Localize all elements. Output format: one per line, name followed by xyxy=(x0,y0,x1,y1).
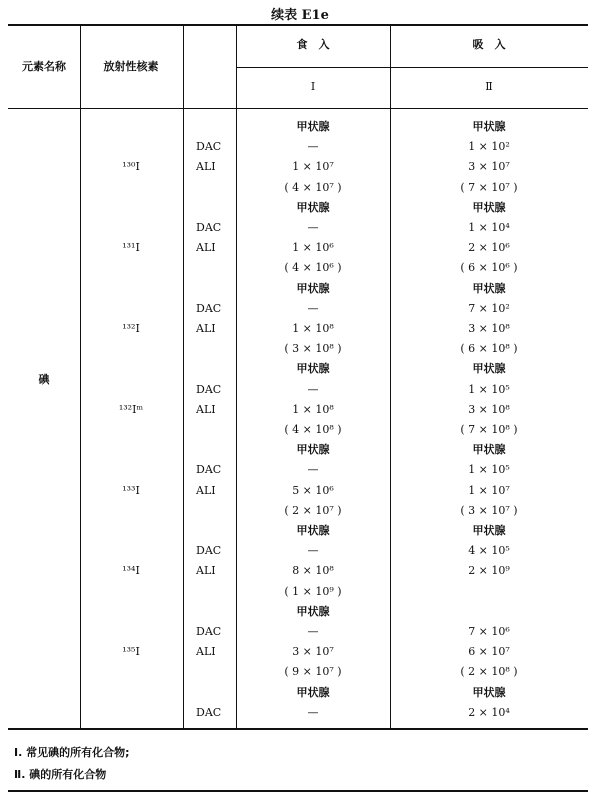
inhalation-cell: 2 × 10⁶ xyxy=(468,241,510,255)
row-label-ali: ALI xyxy=(196,645,216,659)
page-bottom-rule xyxy=(8,790,588,792)
ingestion-cell: 3 × 10⁷ xyxy=(292,645,334,659)
inhalation-cell: ( 2 × 10⁸ ) xyxy=(460,665,518,679)
row-label-ali: ALI xyxy=(196,322,216,335)
inhalation-cell: 甲状腺 xyxy=(472,524,506,537)
col-divider-4 xyxy=(390,26,391,728)
header-ingestion: 食 入 xyxy=(296,38,330,51)
nuclide-label: ¹³³I xyxy=(122,483,140,497)
table-bottom-rule xyxy=(8,728,588,730)
inhalation-cell: 2 × 10⁹ xyxy=(468,564,510,578)
inhalation-cell: 3 × 10⁸ xyxy=(468,322,510,335)
ingestion-cell: ( 9 × 10⁷ ) xyxy=(284,665,342,679)
ingestion-cell: 甲状腺 xyxy=(296,200,330,214)
header-nuclide: 放射性核素 xyxy=(103,60,159,73)
row-label-ali: ALI xyxy=(196,402,216,416)
row-label-ali: ALI xyxy=(196,564,216,578)
header-element-name: 元素名称 xyxy=(22,60,66,73)
ingestion-cell: 甲状腺 xyxy=(296,604,330,618)
inhalation-cell: ( 3 × 10⁷ ) xyxy=(460,503,518,517)
nuclide-label: ¹³¹I xyxy=(122,241,140,255)
inhalation-cell: 甲状腺 xyxy=(472,443,506,457)
col-divider-3 xyxy=(236,26,237,728)
row-label-dac: DAC xyxy=(196,544,222,558)
ingestion-cell: — xyxy=(307,140,319,154)
inhalation-cell: 2 × 10⁴ xyxy=(468,705,510,719)
ingestion-cell: — xyxy=(307,463,319,477)
inhalation-cell: 1 × 10⁴ xyxy=(468,221,510,234)
nuclide-label: ¹³⁴I xyxy=(122,564,140,578)
row-label-dac: DAC xyxy=(196,301,222,315)
inhalation-cell: ( 7 × 10⁷ ) xyxy=(460,180,518,194)
table-caption: 续表 E1e xyxy=(271,8,329,23)
inhalation-cell: ( 7 × 10⁸ ) xyxy=(460,423,518,436)
inhalation-cell: 1 × 10⁷ xyxy=(468,483,510,497)
ingestion-cell: 甲状腺 xyxy=(296,281,330,295)
inhalation-cell: 7 × 10² xyxy=(468,301,510,315)
nuclide-label: ¹³⁰I xyxy=(122,160,140,174)
row-label-dac: DAC xyxy=(196,463,222,477)
ingestion-cell: 甲状腺 xyxy=(296,443,330,457)
element-name: 碘 xyxy=(38,373,50,386)
note-2: Ⅱ. 碘的所有化合物 xyxy=(14,768,107,781)
ingestion-cell: 8 × 10⁸ xyxy=(292,564,334,578)
inhalation-cell: 3 × 10⁸ xyxy=(468,402,510,416)
ingestion-cell: 甲状腺 xyxy=(296,685,330,699)
ingestion-cell: — xyxy=(307,705,319,719)
table-header-rule xyxy=(8,108,588,109)
col-divider-1 xyxy=(80,26,81,728)
inhalation-cell: ( 6 × 10⁸ ) xyxy=(460,342,518,356)
row-label-dac: DAC xyxy=(196,382,222,396)
nuclide-label: ¹³²I xyxy=(122,322,140,335)
class-header-rule xyxy=(236,67,588,68)
ingestion-cell: 1 × 10⁶ xyxy=(292,241,334,255)
inhalation-cell: 3 × 10⁷ xyxy=(468,160,510,174)
ingestion-cell: ( 2 × 10⁷ ) xyxy=(284,503,342,517)
nuclide-label: ¹³²Iᵐ xyxy=(118,402,144,416)
inhalation-cell: 1 × 10⁵ xyxy=(468,463,510,477)
inhalation-cell: 甲状腺 xyxy=(472,685,506,699)
ingestion-cell: 5 × 10⁶ xyxy=(292,483,334,497)
ingestion-cell: 1 × 10⁸ xyxy=(292,322,334,335)
inhalation-cell: 甲状腺 xyxy=(472,362,506,376)
inhalation-cell: 7 × 10⁶ xyxy=(468,625,510,638)
row-label-dac: DAC xyxy=(196,625,222,638)
ingestion-cell: — xyxy=(307,625,319,638)
inhalation-cell: 甲状腺 xyxy=(472,120,506,133)
ingestion-cell: 甲状腺 xyxy=(296,524,330,537)
header-inhalation: 吸 入 xyxy=(472,38,506,51)
ingestion-cell: ( 4 × 10⁷ ) xyxy=(284,180,342,194)
inhalation-cell: 甲状腺 xyxy=(472,200,506,214)
ingestion-cell: — xyxy=(307,221,319,234)
header-ingestion-class: I xyxy=(310,80,316,93)
inhalation-cell: 4 × 10⁵ xyxy=(468,544,510,558)
note-1: Ⅰ. 常见碘的所有化合物; xyxy=(14,746,130,759)
ingestion-cell: 1 × 10⁷ xyxy=(292,160,334,174)
ingestion-cell: ( 4 × 10⁶ ) xyxy=(284,261,342,275)
row-label-ali: ALI xyxy=(196,160,216,174)
ingestion-cell: ( 3 × 10⁸ ) xyxy=(284,342,342,356)
ingestion-cell: — xyxy=(307,301,319,315)
ingestion-cell: — xyxy=(307,544,319,558)
ingestion-cell: ( 4 × 10⁸ ) xyxy=(284,423,342,436)
ingestion-cell: 甲状腺 xyxy=(296,362,330,376)
row-label-dac: DAC xyxy=(196,140,222,154)
inhalation-cell: 1 × 10² xyxy=(468,140,510,154)
inhalation-cell: ( 6 × 10⁶ ) xyxy=(460,261,518,275)
ingestion-cell: 1 × 10⁸ xyxy=(292,402,334,416)
nuclide-label: ¹³⁵I xyxy=(122,645,140,659)
ingestion-cell: 甲状腺 xyxy=(296,120,330,133)
inhalation-cell: 1 × 10⁵ xyxy=(468,382,510,396)
ingestion-cell: ( 1 × 10⁹ ) xyxy=(284,584,342,598)
row-label-dac: DAC xyxy=(196,705,222,719)
inhalation-cell: 6 × 10⁷ xyxy=(468,645,510,659)
header-inhalation-class: Ⅱ xyxy=(485,80,493,93)
inhalation-cell: 甲状腺 xyxy=(472,281,506,295)
row-label-ali: ALI xyxy=(196,241,216,255)
ingestion-cell: — xyxy=(307,382,319,396)
table-top-rule xyxy=(8,24,588,26)
row-label-dac: DAC xyxy=(196,221,222,234)
col-divider-2 xyxy=(183,26,184,728)
row-label-ali: ALI xyxy=(196,483,216,497)
